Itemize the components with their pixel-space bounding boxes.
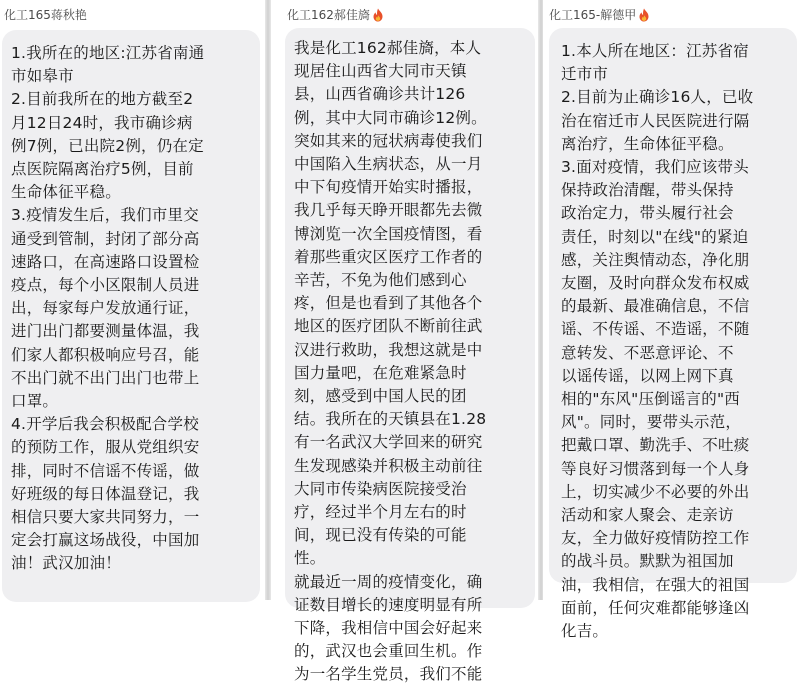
sender-name: 化工165蒋秋艳 (4, 8, 87, 22)
message-line: 把戴口罩、勤洗手、不吐痰 (561, 436, 750, 455)
message-line: 速路口，在高速路口设置检 (11, 252, 200, 271)
fire-icon (372, 8, 384, 22)
chat-panel-middle (271, 0, 537, 684)
message-line: 市如皋市 (11, 67, 74, 86)
message-line: 国力量吧，在危难紧急时 (294, 363, 467, 382)
message-line: 谣、不传谣、不造谣，不随 (561, 320, 750, 339)
message-line: 感，关注舆情动态，净化朋 (561, 250, 750, 269)
message-line: 离治疗，生命体征平稳。 (561, 134, 734, 153)
message-line: 油！武汉加油！ (11, 554, 121, 573)
message-line: 生命体征平稳。 (11, 183, 121, 202)
sender-name: 化工165-解德甲 (549, 8, 637, 22)
message-line: 等良好习惯落到每一个人身 (561, 459, 750, 478)
message-line: 意转发、不恶意评论、不 (561, 343, 734, 362)
message-line: 博浏览一次全国疫情图，看 (294, 224, 483, 243)
message-line: 2.目前我所在的地方截至2 (11, 90, 194, 109)
message-line: 大同市传染病医院接受治 (294, 479, 467, 498)
fire-icon (638, 8, 650, 22)
message-line: 疗，经过半个月左右的时 (294, 503, 467, 522)
message-line: 化吉。 (561, 622, 609, 641)
message-line: 2.目前为止确诊16人，已收 (561, 88, 754, 107)
message-line: 有一名武汉大学回来的研究 (294, 433, 483, 452)
message-line: 友圈，及时向群众发布权威 (561, 274, 750, 293)
message-bubble (549, 28, 797, 641)
message-line: 例，其中大同市确诊12例。 (294, 108, 487, 127)
message-line: 友，全力做好疫情防控工作 (561, 529, 750, 548)
message-line: 结。我所在的天镇县在1.28 (294, 410, 487, 429)
message-line: 治在宿迁市人民医院进行隔 (561, 111, 750, 130)
message-line: 口罩。 (11, 392, 59, 411)
message-line: 疫点，每个小区限制人员进 (11, 276, 200, 295)
message-line: 的战斗员。默默为祖国加 (561, 552, 734, 571)
message-bubble (2, 30, 260, 602)
sender-name: 化工162郝佳旖 (287, 8, 370, 22)
message-line: 中国陷入生病状态，从一月 (294, 155, 483, 174)
message-line: 相的"东风"压倒谣言的"西 (561, 390, 740, 409)
message-line: 我是化工162郝佳旖，本人 (294, 39, 482, 57)
message-line: 保持政治清醒，带头保持 (561, 181, 734, 200)
message-line: 定会打赢这场战役，中国加 (11, 531, 200, 550)
message-line: 的预防工作，服从党组织安 (11, 438, 200, 457)
message-line: 中下旬疫情开始实时播报， (294, 178, 483, 197)
message-line: 地区的医疗团队不断前往武 (294, 317, 483, 336)
message-line: 下降，我相信中国会好起来 (294, 619, 483, 638)
sender-name-row (287, 6, 384, 23)
message-line: 突如其来的冠状病毒使我们 (294, 131, 483, 150)
message-bubble (285, 28, 535, 684)
message-line: 不出门就不出门出门也带上 (11, 368, 200, 387)
message-line: 面前，任何灾难都能够逢凶 (561, 598, 750, 617)
message-line: 性。 (294, 549, 326, 568)
message-line: 4.开学后我会积极配合学校 (11, 415, 199, 434)
message-line: 汉进行救助，我想这就是中 (294, 340, 483, 359)
message-line: 例7例，已出院2例，仍在定 (11, 136, 204, 155)
message-line: 现居住山西省大同市天镇 (294, 62, 467, 81)
message-line: 1.我所在的地区:江苏省南通 (11, 44, 205, 62)
message-line: 出，每家每户发放通行证， (11, 299, 200, 318)
message-line: 就最近一周的疫情变化，确 (294, 572, 483, 591)
message-line: 1.本人所在地区：江苏省宿 (561, 42, 749, 60)
message-line: 通受到管制，封闭了部分高 (11, 229, 200, 248)
message-line: 着那些重灾区医疗工作者的 (294, 247, 483, 266)
message-line: 政治定力，带头履行社会 (561, 204, 734, 223)
message-line: 间，现已没有传染的可能 (294, 526, 467, 545)
message-line: 相信只要大家共同努力，一 (11, 508, 200, 527)
message-line: 疼，但是也看到了其他各个 (294, 294, 483, 313)
message-line: 点医院隔离治疗5例，目前 (11, 160, 194, 179)
message-line: 辛苦，不免为他们感到心 (294, 271, 467, 290)
message-line: 生发现感染并积极主动前往 (294, 456, 483, 475)
message-line: 我几乎每天睁开眼都先去微 (294, 201, 483, 220)
message-line: 以谣传谣，以网上网下真 (561, 366, 734, 385)
message-line: 的，武汉也会重回生机。作 (294, 642, 483, 661)
message-line: 好班级的每日体温登记，我 (11, 484, 200, 503)
message-line: 们家人都积极响应号召，能 (11, 345, 200, 364)
message-line: 县，山西省确诊共计126 (294, 85, 466, 104)
message-line: 责任，时刻以"在线"的紧迫 (561, 227, 749, 246)
message-line: 的最新、最准确信息，不信 (561, 297, 750, 316)
sender-name-row (549, 6, 650, 23)
message-line: 上，切实减少不必要的外出 (561, 482, 750, 501)
chat-panel-right (543, 0, 800, 641)
chat-panel-left (0, 0, 263, 600)
message-line: 油，我相信，在强大的祖国 (561, 575, 750, 594)
message-line: 刻，感受到中国人民的团 (294, 387, 467, 406)
sender-name-row (4, 6, 87, 23)
message-line: 排，同时不信谣不传谣，做 (11, 461, 200, 480)
message-line: 月12日24时，我市确诊病 (11, 113, 193, 132)
message-line: 活动和家人聚会、走亲访 (561, 506, 734, 525)
message-line: 证数目增长的速度明显有所 (294, 595, 483, 614)
message-line: 迁市市 (561, 65, 609, 84)
message-line: 风"。同时，要带头示范， (561, 413, 742, 432)
message-line: 3.面对疫情，我们应该带头 (561, 158, 749, 177)
message-line: 3.疫情发生后，我们市里交 (11, 206, 199, 225)
message-line: 为一名学生党员，我们不能 (294, 665, 483, 684)
message-line: 进门出门都要测量体温，我 (11, 322, 200, 341)
